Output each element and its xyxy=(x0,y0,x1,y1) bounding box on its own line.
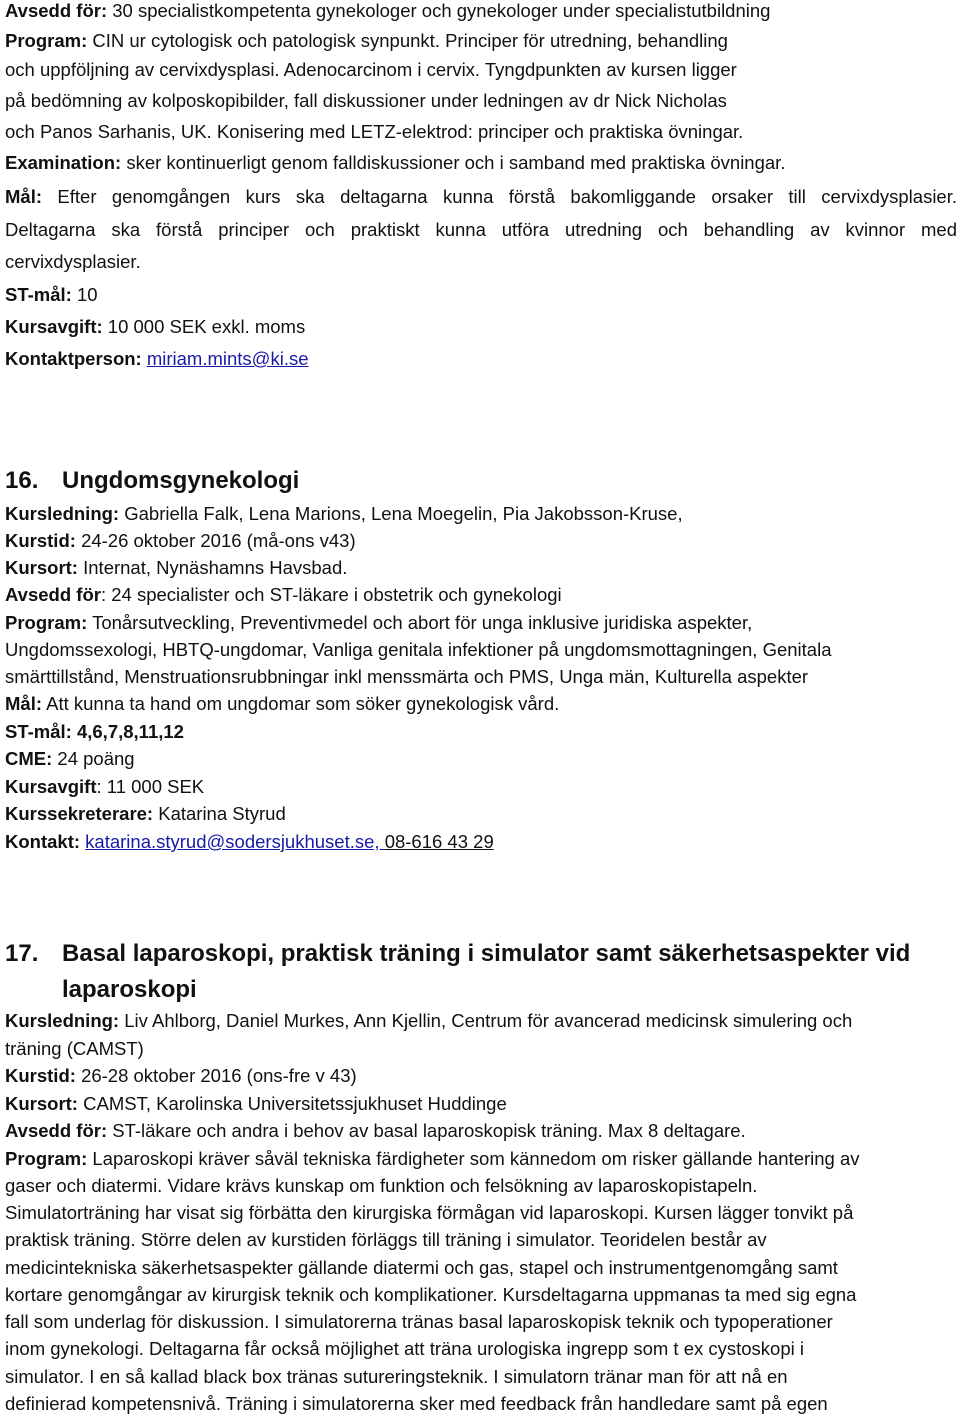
c17-program-line-4: praktisk träning. Större delen av kurstiden förläggs till träning i simulator. Teoridelen består av xyxy=(5,1229,767,1250)
prev-fee-line xyxy=(5,316,305,338)
course-16-number: 16. xyxy=(5,467,39,494)
c17-ledning-label: Kursledning: xyxy=(5,1010,120,1031)
prev-exam-label: Examination: xyxy=(5,152,122,173)
c17-program-line-3: Simulatorträning har visat sig förbätta den kirurgiska förmågan vid laparoskopi. Kursen lägger tonvikt på xyxy=(5,1202,854,1223)
c17-program-line-8: inom gynekologi. Deltagarna får också möjlighet att träna urologiska ingrepp som t ex cystoskopi i xyxy=(5,1338,804,1359)
c17-ledning-line-2: träning (CAMST) xyxy=(5,1038,144,1059)
c16-kontakt-label: Kontakt: xyxy=(5,831,81,852)
prev-program-label: Program: xyxy=(5,30,88,51)
c16-fee-label: Kursavgift xyxy=(5,776,97,797)
c17-program-line-9: simulator. I en så kallad black box tränas sutureringsteknik. I simulatorn tränar man för att nå en xyxy=(5,1366,788,1387)
c17-tid-label: Kurstid: xyxy=(5,1065,76,1086)
c16-sek-label: Kurssekreterare: xyxy=(5,803,154,824)
prev-avsedd-text: 30 specialistkompetenta gynekologer och gynekologer under specialistutbildning xyxy=(112,0,771,21)
c17-avsedd-text: ST-läkare och andra i behov av basal laparoskopisk träning. Max 8 deltagare. xyxy=(112,1120,746,1141)
c16-program-text-1: Tonårsutveckling, Preventivmedel och abort för unga inklusive juridiska aspekter, xyxy=(92,612,753,633)
c17-program-line-2: gaser och diatermi. Vidare krävs kunskap om funktion och felsökning av laparoskopistapeln. xyxy=(5,1175,758,1196)
c16-program-label: Program: xyxy=(5,612,88,633)
prev-avsedd-line xyxy=(5,0,770,22)
prev-program-line-3: på bedömning av kolposkopibilder, fall diskussioner under ledningen av dr Nick Nicholas xyxy=(5,90,727,111)
c16-sek-text: Katarina Styrud xyxy=(158,803,286,824)
prev-fee-label: Kursavgift: xyxy=(5,316,103,337)
c16-tid-line xyxy=(5,530,356,552)
c17-avsedd-line xyxy=(5,1120,746,1142)
c17-program-line-1 xyxy=(5,1148,860,1170)
course-16-heading xyxy=(5,466,299,496)
c16-ledning-text: Gabriella Falk, Lena Marions, Lena Moegelin, Pia Jakobsson-Kruse, xyxy=(124,503,683,524)
c17-tid-line xyxy=(5,1065,357,1087)
course-17-heading xyxy=(5,939,910,969)
c17-program-text-1: Laparoskopi kräver såväl tekniska färdigheter som kännedom om risker gällande hantering av xyxy=(92,1148,860,1169)
course-16-title: Ungdomsgynekologi xyxy=(62,467,300,494)
c17-tid-text: 26-28 oktober 2016 (ons-fre v 43) xyxy=(81,1065,357,1086)
c17-ledning-text-1: Liv Ahlborg, Daniel Murkes, Ann Kjellin, Centrum för avancerad medicinsk simulering och xyxy=(124,1010,853,1031)
c16-mal-text: Att kunna ta hand om ungdomar som söker gynekologisk vård. xyxy=(46,693,560,714)
course-17-title-line-2: laparoskopi xyxy=(62,976,197,1003)
c16-kontakt-phone: 08-616 43 29 xyxy=(384,831,494,852)
prev-mal-line-1 xyxy=(5,186,957,208)
c16-st-line xyxy=(5,721,184,743)
c17-program-line-6: kortare genomgångar av kirurgisk teknik och komplikationer. Kursdeltagarna uppmanas ta med sig egna xyxy=(5,1284,857,1305)
c16-avsedd-line xyxy=(5,584,562,606)
c16-program-line-1 xyxy=(5,612,752,634)
c16-cme-label: CME: xyxy=(5,748,53,769)
c16-st-label: ST-mål: 4,6,7,8,11,12 xyxy=(5,721,184,742)
prev-program-text-1: CIN ur cytologisk och patologisk synpunkt. Principer för utredning, behandling xyxy=(92,30,728,51)
c16-ledning-label: Kursledning: xyxy=(5,503,120,524)
c16-avsedd-text: : 24 specialister och ST-läkare i obstetrik och gynekologi xyxy=(100,584,562,605)
c17-program-line-7: fall som underlag för diskussion. I simulatorerna tränas basal laparoskopisk teknik och typoperationer xyxy=(5,1311,833,1332)
c16-ort-line xyxy=(5,557,347,579)
c16-ledning-line xyxy=(5,503,683,525)
prev-program-line-2: och uppföljning av cervixdysplasi. Adenocarcinom i cervix. Tyngdpunkten av kursen ligger xyxy=(5,59,737,80)
prev-st-line xyxy=(5,284,98,306)
c17-program-line-10: definierad kompetensnivå. Träning i simulatorerna sker med feedback från handledare samt på egen xyxy=(5,1393,828,1414)
prev-avsedd-label: Avsedd för: xyxy=(5,0,108,21)
course-17-number: 17. xyxy=(5,940,39,967)
c16-ort-label: Kursort: xyxy=(5,557,78,578)
c16-avsedd-label: Avsedd för xyxy=(5,584,101,605)
c16-fee-line xyxy=(5,776,204,798)
c16-ort-text: Internat, Nynäshamns Havsbad. xyxy=(83,557,348,578)
prev-mal-line-3: cervixdysplasier. xyxy=(5,251,141,272)
prev-st-text: 10 xyxy=(76,284,98,305)
c17-program-line-5: medicintekniska säkerhetsaspekter gällande diatermi och gas, stapel och instrumentgenomgång samt xyxy=(5,1257,838,1278)
c16-sek-line xyxy=(5,803,286,825)
c17-ort-label: Kursort: xyxy=(5,1093,78,1114)
prev-exam-line xyxy=(5,152,785,174)
c16-fee-text: : 11 000 SEK xyxy=(96,776,205,797)
prev-program-line-4: och Panos Sarhanis, UK. Konisering med LETZ-elektrod: principer och praktiska övningar. xyxy=(5,121,744,142)
prev-st-label: ST-mål: xyxy=(5,284,72,305)
c16-tid-text: 24-26 oktober 2016 (må-ons v43) xyxy=(81,530,356,551)
c17-ledning-line-1 xyxy=(5,1010,852,1032)
prev-program-line-1 xyxy=(5,30,728,52)
prev-exam-text: sker kontinuerligt genom falldiskussioner och i samband med praktiska övningar. xyxy=(126,152,786,173)
course-17-title-line-1: Basal laparoskopi, praktisk träning i simulator samt säkerhetsaspekter vid xyxy=(62,940,911,967)
c16-cme-text: 24 poäng xyxy=(57,748,135,769)
c16-mal-line xyxy=(5,693,559,715)
c16-tid-label: Kurstid: xyxy=(5,530,76,551)
c17-program-label: Program: xyxy=(5,1148,88,1169)
prev-mal-line-2: Deltagarna ska förstå principer och praktiskt kunna utföra utredning och behandling av kvinnor med xyxy=(5,219,957,240)
prev-mal-text-1: Efter genomgången kurs ska deltagarna kunna förstå bakomliggande orsaker till cervixdysplasier. xyxy=(57,186,957,207)
c16-cme-line xyxy=(5,748,135,770)
prev-mal-label: Mål: xyxy=(5,186,42,207)
c16-program-line-3: smärttillstånd, Menstruationsrubbningar inkl menssmärta och PMS, Unga män, Kulturella aspekter xyxy=(5,666,809,687)
c16-program-line-2: Ungdomssexologi, HBTQ-ungdomar, Vanliga genitala infektioner på ungdomsmottagningen, Genitala xyxy=(5,639,832,660)
c16-kontakt-email-link[interactable]: katarina.styrud@sodersjukhuset.se, xyxy=(85,831,385,852)
prev-contact-email-link[interactable]: miriam.mints@ki.se xyxy=(146,348,309,369)
prev-contact-line xyxy=(5,348,309,370)
prev-contact-label: Kontaktperson: xyxy=(5,348,142,369)
c16-mal-label: Mål: xyxy=(5,693,42,714)
c16-kontakt-line xyxy=(5,831,494,853)
prev-fee-text: 10 000 SEK exkl. moms xyxy=(107,316,306,337)
c17-ort-text: CAMST, Karolinska Universitetssjukhuset Huddinge xyxy=(83,1093,507,1114)
c17-ort-line xyxy=(5,1093,507,1115)
c17-avsedd-label: Avsedd för: xyxy=(5,1120,108,1141)
